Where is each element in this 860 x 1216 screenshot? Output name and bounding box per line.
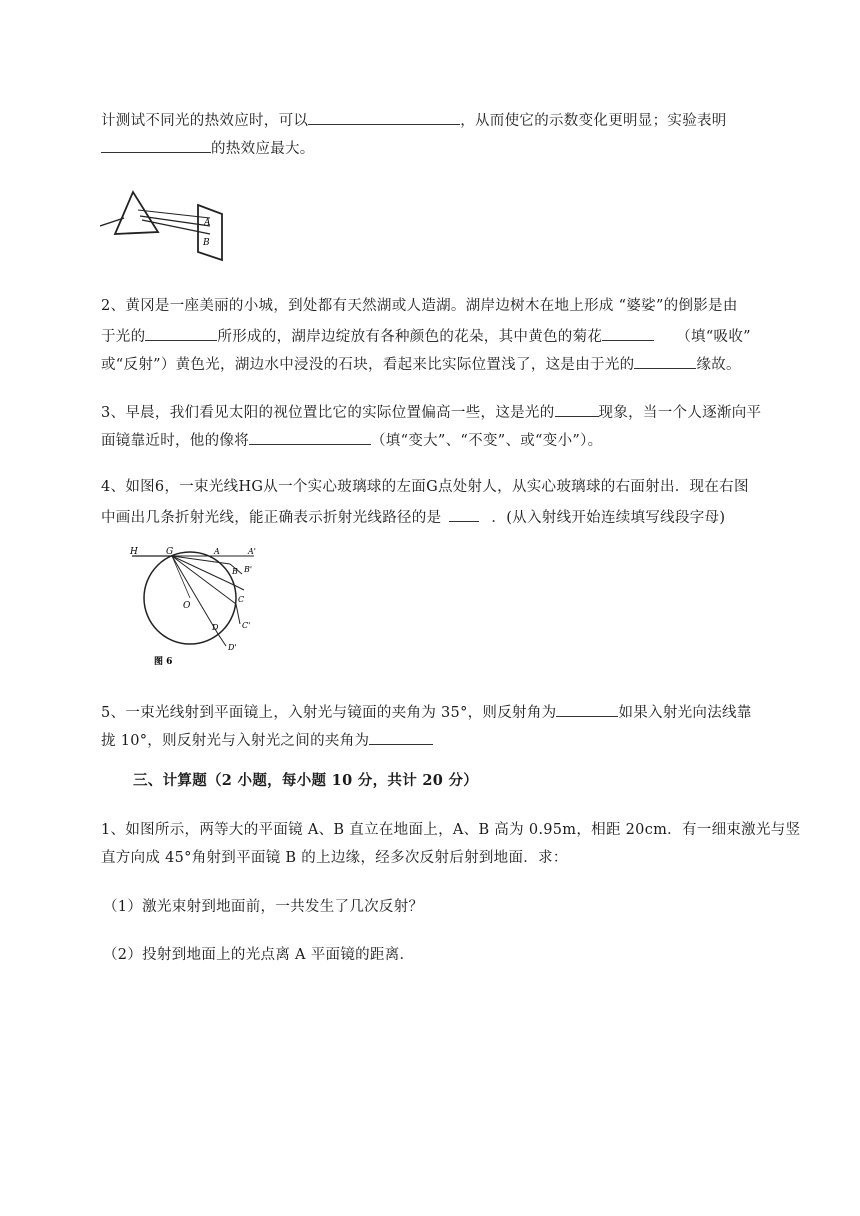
q2-text-b: 所形成的，湖岸边绽放有各种颜色的花朵，其中黄色的菊花 xyxy=(217,329,603,345)
calc1-line2: 直方向成 45°角射到平面镜 B 的上边缘，经多次反射后射到地面．求： xyxy=(101,850,568,866)
fig6-label-b: B xyxy=(232,567,238,576)
fig6-label-d: D xyxy=(212,623,219,632)
q2-text-c: （填“吸收” xyxy=(676,329,751,345)
q5-line1 xyxy=(101,700,752,723)
q1-text-a: 计测试不同光的热效应时，可以 xyxy=(101,113,309,129)
q5-text-b: 如果入射光向法线靠 xyxy=(618,705,752,721)
q2-line3 xyxy=(101,352,741,375)
prism-label-b: B xyxy=(203,238,210,248)
calc1-line1: 1、如图所示，两等大的平面镜 A、B 直立在地面上，A、B 高为 0.95m，相距 20cm．有一细束激光与竖 xyxy=(101,822,801,838)
fig6-caption: 图 6 xyxy=(154,657,173,667)
q5-text-c: 拢 10°，则反射光与入射光之间的夹角为 xyxy=(101,733,370,749)
q3-text-a: 3、早晨，我们看见太阳的视位置比它的实际位置偏高一些，这是光的 xyxy=(101,405,555,421)
q3-blank-1[interactable] xyxy=(555,400,599,417)
q2-line1: 2、黄冈是一座美丽的小城，到处都有天然湖或人造湖。湖岸边树木在地上形成 “婆娑”的倒影是由 xyxy=(101,298,738,314)
figure-6 xyxy=(126,546,266,670)
q3-line1 xyxy=(101,400,761,423)
fig6-label-g: G xyxy=(166,547,174,557)
q2-blank-3[interactable] xyxy=(634,352,696,369)
q1-line2 xyxy=(101,136,315,159)
q5-blank-2[interactable] xyxy=(369,728,433,745)
fig6-label-o: O xyxy=(183,601,191,611)
fig6-label-c-prime: C' xyxy=(242,621,251,630)
q3-text-b: 现象，当一个人逐渐向平 xyxy=(598,405,762,421)
q5-blank-1[interactable] xyxy=(556,700,618,717)
q5-text-a: 5、一束光线射到平面镜上，入射光与镜面的夹角为 35°，则反射角为 xyxy=(101,705,557,721)
q2-text-a: 于光的 xyxy=(101,329,146,345)
q4-line1: 4、如图6，一束光线HG从一个实心玻璃球的左面G点处射人，从实心玻璃球的右面射出．现在右图 xyxy=(101,479,749,495)
q2-line2 xyxy=(101,324,751,347)
q2-text-e: 缘故。 xyxy=(696,357,741,373)
q4-line2 xyxy=(101,505,725,528)
q3-text-c: 面镜靠近时，他的像将 xyxy=(101,433,249,449)
fig6-label-c: C xyxy=(238,595,245,604)
q5-line2 xyxy=(101,728,433,751)
q3-blank-2[interactable] xyxy=(249,428,371,445)
calc1-sub2: （2）投射到地面上的光点离 A 平面镜的距离． xyxy=(103,947,415,963)
fig6-label-d-prime: D' xyxy=(228,643,237,652)
prism-figure xyxy=(100,190,230,262)
q4-blank-1[interactable] xyxy=(449,505,479,522)
q4-text-b: ．(从入射线开始连续填写线段字母) xyxy=(491,510,726,526)
q2-blank-2[interactable] xyxy=(602,324,654,341)
q4-text-a: 中画出几条折射光线，能正确表示折射光线路径的是 xyxy=(101,510,442,526)
q1-blank-1[interactable] xyxy=(308,108,460,125)
q2-text-d: 或“反射”）黄色光，湖边水中浸没的石块，看起来比实际位置浅了，这是由于光的 xyxy=(101,357,635,373)
q3-text-d: （填“变大”、“不变”、或“变小”）。 xyxy=(371,433,603,449)
fig6-label-a-prime: A' xyxy=(248,547,256,556)
prism-label-a: A xyxy=(204,218,211,228)
q3-line2 xyxy=(101,428,602,451)
q1-text-b: ，从而使它的示数变化更明显；实验表明 xyxy=(460,113,727,129)
q1-line1 xyxy=(101,108,727,131)
section-3-title: 三、计算题（2 小题，每小题 10 分，共计 20 分） xyxy=(133,772,479,789)
q1-text-c: 的热效应最大。 xyxy=(211,141,315,157)
fig6-label-b-prime: B' xyxy=(244,565,253,574)
fig6-label-h: H xyxy=(130,547,138,557)
fig6-label-a: A xyxy=(214,547,220,556)
calc1-sub1: （1）激光束射到地面前，一共发生了几次反射？ xyxy=(103,899,424,915)
q2-blank-1[interactable] xyxy=(145,324,217,341)
q1-blank-2[interactable] xyxy=(101,136,211,153)
